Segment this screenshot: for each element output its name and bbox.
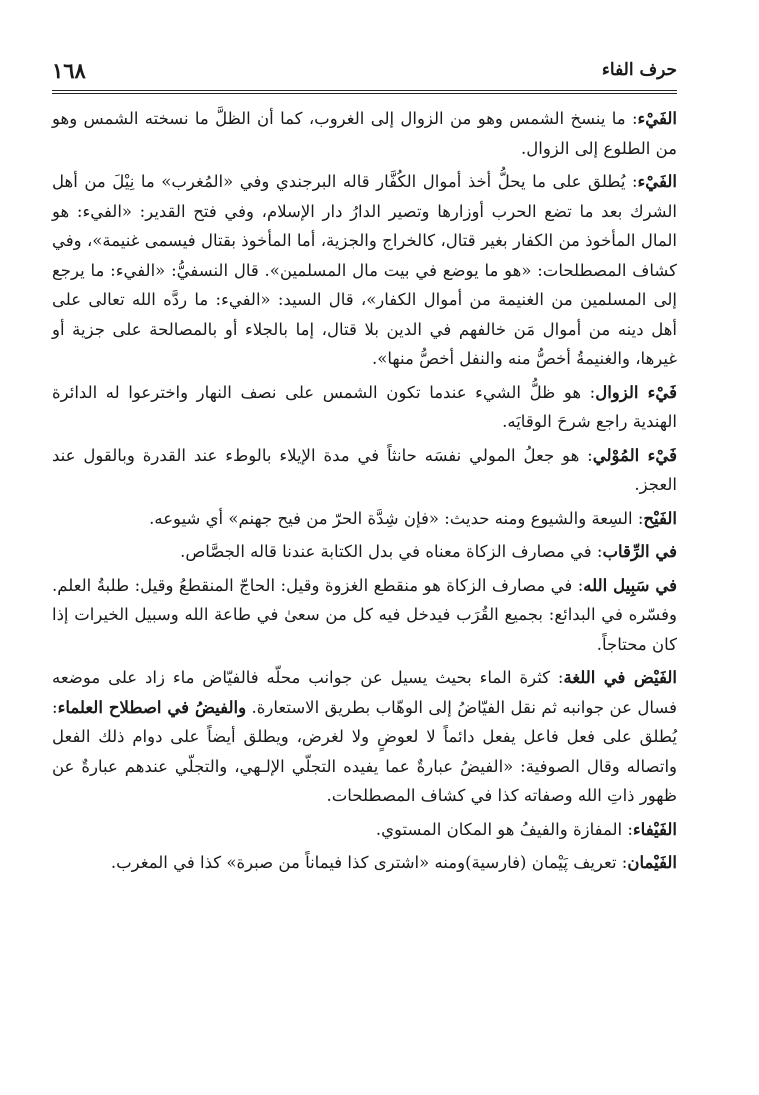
entry-headword: فَيْء الزوال bbox=[595, 382, 677, 402]
entry-headword: الفَيْض في اللغة bbox=[563, 668, 677, 687]
entry-definition: : السِعة والشيوع ومنه حديث: «فإن شِدَّة الحرّ من فيح جهنم» أي شيوعه. bbox=[149, 508, 644, 528]
entry-subdefinition: : يُطلق على فعل فاعل يفعل دائماً لا لعوضٍ ولا لغرض، ويطلق أيضاً على دوام ذلك الفعل واتصاله وقال الصوفية: «الفيضُ عبارةٌ عما يفيده التجلّي الإلـهي، والتجلّي عندهم عبارةٌ عن ظهور ذاتِ الله وصفاته كذا في كشاف المصطلحات. bbox=[52, 697, 677, 805]
entry-definition: : يُطلق على ما يحلُّ أخذ أموال الكُفَّار قاله البرجندي وفي «المُغرب» ما نِيْلَ من أهل الشرك بعد ما تضع الحرب أوزارها وتصير الدارُ دار الإسلام، وفي فتح القدير: «الفيء: هو المال المأخوذ من الكفار بغير قتال، كالخراج والجزية، أما المأخوذ بقتال فيسمى غنيمة»، وفي كشاف المصطلحات: «هو ما يوضع في بيت مال المسلمين». قال النسفيُّ: «الفيء: ما يرجع إلى المسلمين من الغنيمة من أموال الكفار»، قال السيد: «الفيء: ما ردَّه الله تعالى على أهل دينه من أموال مَن خالفهم في الدين بلا قتال، إما بالجلاء أو بالمصالحة على جزية أو غيرها، والغنيمةُ أخصُّ منه والنفل أخصُّ منها». bbox=[52, 172, 677, 368]
entry-headword: الفَيْح bbox=[643, 508, 677, 528]
dictionary-entry bbox=[52, 815, 677, 845]
entry-definition: : المفازة والفيفُ هو المكان المستوي. bbox=[375, 819, 633, 839]
entry-definition: : هو ظلُّ الشيء عندما تكون الشمس على نصف النهار واخترعوا له الدائرة الهندية راجع شرحَ الوقايَه. bbox=[52, 382, 677, 431]
dictionary-entry bbox=[52, 167, 677, 374]
dictionary-entry bbox=[52, 104, 677, 163]
dictionary-entry bbox=[52, 663, 677, 811]
entry-definition: : ما ينسخ الشمس وهو من الزوال إلى الغروب، كما أن الظلَّ ما نسخته الشمس وهو من الطلوع إلى الزوال. bbox=[52, 109, 677, 158]
section-title: حرف الفاء bbox=[601, 60, 677, 80]
entry-definition: : تعريف پَيْمان (فارسية)ومنه «اشترى كذا فيماناً من صبرة» كذا في المغرب. bbox=[110, 853, 628, 872]
entry-definition: : في مصارف الزكاة معناه في بدل الكتابة عندنا قاله الجصَّاص. bbox=[180, 542, 603, 561]
header-rule bbox=[52, 90, 677, 94]
entry-headword: الفَيْمان bbox=[627, 853, 677, 872]
dictionary-entry bbox=[52, 504, 677, 534]
entry-subheadword: والفيضُ في اصطلاح العلماء bbox=[57, 697, 247, 717]
entry-headword: في الرِّقاب bbox=[602, 542, 677, 561]
entry-headword: فَيْء المُوْلي bbox=[592, 445, 678, 465]
entry-definition: : كثرة الماء بحيث يسيل عن جوانب محلّه فالفيّاض ماء زاد على موضعه فسال عن جوانبه ثم نقل الفيّاضُ إلى الوهّاب بطريق الاستعارة. bbox=[52, 668, 677, 717]
entries-list bbox=[52, 104, 677, 878]
dictionary-entry bbox=[52, 571, 677, 660]
dictionary-entry bbox=[52, 848, 677, 878]
dictionary-entry bbox=[52, 537, 677, 567]
page-number: ١٦٨ bbox=[52, 58, 86, 83]
page-header bbox=[52, 58, 677, 86]
dictionary-entry bbox=[52, 441, 677, 500]
entry-definition: : في مصارف الزكاة هو منقطع الغزوة وقيل: الحاجّ المنقطعُ وقيل: طلبةُ العلم. وفسّره في البدائع: بجميع القُرَب فيدخل فيه كل من سعىٰ في طاعة الله وسبيل الخيرات إذا كان محتاجاً. bbox=[52, 575, 677, 654]
entry-definition: : هو جعلُ المولي نفسَه حانثاً في مدة الإيلاء بالوطء عند القدرة وبالقول عند العجز. bbox=[52, 445, 677, 494]
entry-headword: في سَبِيل الله bbox=[583, 575, 677, 595]
dictionary-entry bbox=[52, 378, 677, 437]
entry-headword: الفَيْفاء bbox=[632, 819, 677, 839]
entry-headword: الفَيْء bbox=[637, 109, 677, 128]
entry-headword: الفَيْء bbox=[637, 172, 677, 191]
